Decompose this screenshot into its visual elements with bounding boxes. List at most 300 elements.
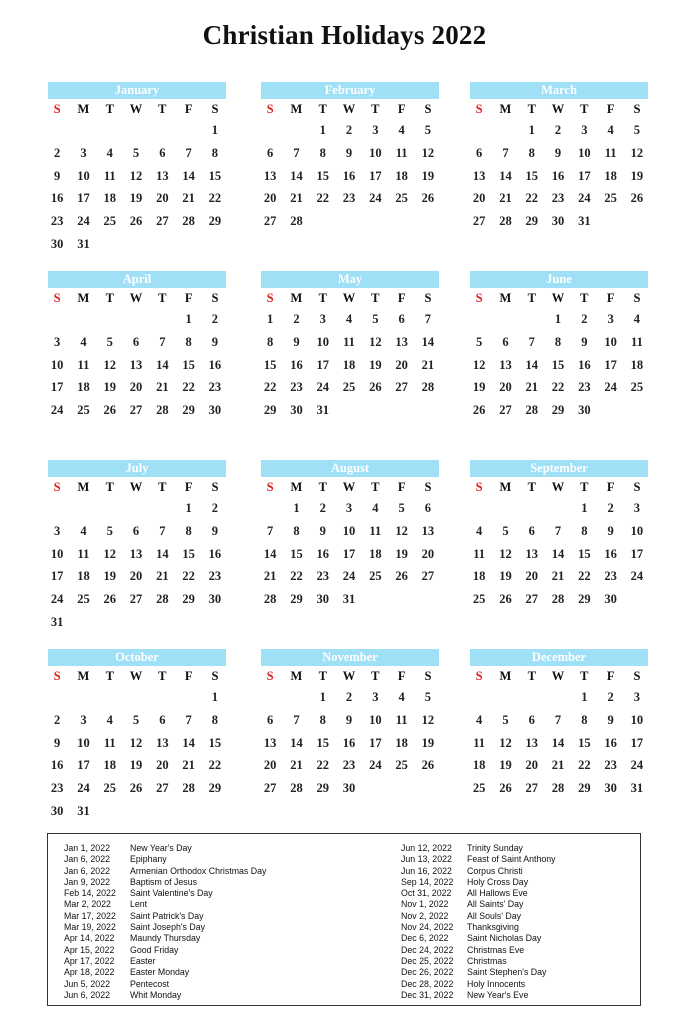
weekday-label: T <box>580 102 589 116</box>
weekday-label: W <box>342 102 356 116</box>
holiday-row <box>401 990 556 1001</box>
day-cell: 27 <box>263 781 277 796</box>
day-cell: 1 <box>185 312 192 326</box>
weekday-label: T <box>527 291 536 305</box>
empty-day-cell <box>257 119 283 142</box>
day-cell: 29 <box>316 781 329 796</box>
day-cell: 25 <box>103 781 116 796</box>
day-cell: 18 <box>369 546 382 561</box>
weekday-label: S <box>475 102 483 116</box>
day-cell: 9 <box>581 334 588 349</box>
holiday-row <box>401 911 556 922</box>
day-cell: 6 <box>159 712 166 727</box>
day-cell: 3 <box>54 334 61 349</box>
day-cell: 28 <box>499 214 512 229</box>
day-cell: 15 <box>182 357 195 372</box>
weekday-label: S <box>266 291 274 305</box>
holiday-date: Mar 2, 2022 <box>64 899 111 910</box>
day-cell: 29 <box>578 592 591 607</box>
day-cell: 14 <box>551 546 565 561</box>
day-cell: 20 <box>263 191 277 206</box>
day-cell: 25 <box>630 380 644 395</box>
month-header: May <box>261 271 439 288</box>
weekday-label: M <box>499 480 512 494</box>
empty-day-cell <box>519 686 545 709</box>
day-cell: 16 <box>208 357 222 372</box>
holiday-date: Feb 14, 2022 <box>64 888 116 899</box>
day-cell: 10 <box>630 712 644 727</box>
day-cell: 3 <box>80 145 87 160</box>
day-cell: 22 <box>182 380 195 395</box>
day-cell: 10 <box>369 712 382 727</box>
holiday-name: Epiphany <box>130 854 167 865</box>
day-cell: 27 <box>156 214 169 229</box>
holiday-name: Pentecost <box>130 978 170 989</box>
day-cell: 21 <box>421 357 435 372</box>
day-cell: 6 <box>476 145 483 160</box>
day-cell: 13 <box>263 735 277 750</box>
weekday-label: F <box>184 291 193 305</box>
month-december <box>470 649 648 800</box>
holiday-date: Apr 14, 2022 <box>64 933 115 944</box>
day-cell: 12 <box>472 357 486 372</box>
day-cell: 11 <box>395 712 408 727</box>
day-cell: 22 <box>578 758 591 773</box>
day-cell: 18 <box>77 380 90 395</box>
day-cell: 22 <box>208 191 222 206</box>
holiday-row <box>64 854 266 865</box>
day-cell: 8 <box>528 145 535 160</box>
empty-day-cell <box>175 119 201 142</box>
day-cell: 6 <box>159 145 166 160</box>
holiday-name: Saint Joseph's Day <box>130 922 206 933</box>
day-cell: 8 <box>319 145 326 160</box>
day-cell: 17 <box>604 357 617 372</box>
day-cell: 18 <box>472 569 486 584</box>
day-cell: 20 <box>129 380 143 395</box>
weekday-label: S <box>633 669 641 683</box>
day-cell: 16 <box>604 735 617 750</box>
holiday-name: All Hallows Eve <box>467 888 528 899</box>
day-cell: 13 <box>129 546 143 561</box>
day-cell: 28 <box>156 403 169 418</box>
day-cell: 30 <box>578 403 591 418</box>
weekday-label: S <box>53 291 61 305</box>
weekday-label: T <box>158 102 167 116</box>
day-cell: 22 <box>316 758 329 773</box>
day-cell: 26 <box>472 403 486 418</box>
holiday-row <box>64 877 266 888</box>
weekday-label: W <box>129 669 143 683</box>
month-october <box>48 649 226 823</box>
day-cell: 22 <box>182 569 195 584</box>
empty-day-cell <box>44 119 70 142</box>
month-day-grid <box>44 477 226 634</box>
day-cell: 17 <box>342 546 356 561</box>
weekday-label: T <box>158 480 167 494</box>
day-cell: 19 <box>421 168 435 183</box>
day-cell: 1 <box>267 312 274 326</box>
weekday-label: T <box>580 480 589 494</box>
holiday-row <box>64 843 266 854</box>
holiday-name: Feast of Saint Anthony <box>467 854 556 865</box>
day-cell: 18 <box>630 357 644 372</box>
day-cell: 18 <box>342 357 356 372</box>
empty-day-cell <box>545 686 571 709</box>
day-cell: 10 <box>77 168 90 183</box>
day-cell: 20 <box>395 357 408 372</box>
holiday-name: Baptism of Jesus <box>130 876 197 887</box>
day-cell: 4 <box>372 501 379 515</box>
day-cell: 23 <box>50 214 64 229</box>
holiday-list-left-column <box>64 843 266 1001</box>
holiday-date: Apr 17, 2022 <box>64 955 115 966</box>
day-cell: 24 <box>50 592 64 607</box>
day-cell: 28 <box>156 592 169 607</box>
day-cell: 11 <box>369 523 382 538</box>
day-cell: 27 <box>499 403 512 418</box>
day-cell: 19 <box>472 380 486 395</box>
day-cell: 10 <box>369 145 382 160</box>
day-cell: 28 <box>290 781 303 796</box>
day-cell: 18 <box>77 569 90 584</box>
weekday-label: W <box>551 102 565 116</box>
holiday-row <box>64 866 266 877</box>
day-cell: 3 <box>372 123 379 137</box>
day-cell: 9 <box>554 145 562 160</box>
day-cell: 26 <box>421 758 435 773</box>
weekday-label: M <box>290 102 303 116</box>
weekday-label: S <box>53 480 61 494</box>
day-cell: 15 <box>578 546 591 561</box>
day-cell: 25 <box>604 191 617 206</box>
month-day-grid <box>44 288 226 422</box>
day-cell: 8 <box>211 712 219 727</box>
weekday-label: T <box>371 480 380 494</box>
weekday-label: S <box>53 669 61 683</box>
holiday-row <box>401 877 556 888</box>
weekday-label: S <box>633 102 641 116</box>
day-cell: 25 <box>77 592 90 607</box>
day-cell: 3 <box>633 690 641 704</box>
day-cell: 9 <box>319 523 326 538</box>
day-cell: 2 <box>607 690 614 704</box>
day-cell: 13 <box>525 546 538 561</box>
day-cell: 2 <box>211 501 219 515</box>
holiday-name: New Year's Eve <box>467 989 529 1000</box>
day-cell: 24 <box>50 403 64 418</box>
day-cell: 25 <box>342 380 356 395</box>
day-cell: 13 <box>263 168 277 183</box>
day-cell: 1 <box>211 123 219 137</box>
day-cell: 11 <box>77 546 90 561</box>
day-cell: 24 <box>77 781 90 796</box>
day-cell: 8 <box>554 334 562 349</box>
day-cell: 21 <box>182 191 195 206</box>
holiday-row <box>64 933 266 944</box>
day-cell: 30 <box>50 803 64 818</box>
weekday-label: M <box>499 102 512 116</box>
holiday-date: Nov 24, 2022 <box>401 922 454 933</box>
day-cell: 5 <box>106 523 113 538</box>
day-cell: 4 <box>345 312 353 326</box>
month-july <box>48 460 226 634</box>
day-cell: 16 <box>578 357 591 372</box>
empty-day-cell <box>70 119 96 142</box>
day-cell: 22 <box>316 191 329 206</box>
day-cell: 18 <box>103 758 116 773</box>
day-cell: 11 <box>604 145 617 160</box>
day-cell: 23 <box>50 781 64 796</box>
day-cell: 16 <box>290 357 303 372</box>
day-cell: 8 <box>267 334 274 349</box>
empty-day-cell <box>466 308 492 331</box>
weekday-label: T <box>158 669 167 683</box>
day-cell: 30 <box>604 592 617 607</box>
day-cell: 1 <box>581 690 588 704</box>
day-cell: 26 <box>103 592 116 607</box>
day-cell: 4 <box>398 690 405 704</box>
day-cell: 5 <box>424 123 432 137</box>
day-cell: 14 <box>499 168 512 183</box>
page-title: Christian Holidays 2022 <box>202 20 487 50</box>
day-cell: 4 <box>476 712 483 727</box>
day-cell: 2 <box>54 712 61 727</box>
empty-day-cell <box>70 308 96 331</box>
holiday-row <box>64 922 266 933</box>
day-cell: 25 <box>369 569 382 584</box>
weekday-label: S <box>266 480 274 494</box>
day-cell: 10 <box>578 145 591 160</box>
empty-day-cell <box>149 497 175 520</box>
day-cell: 15 <box>208 168 222 183</box>
holiday-name: New Year's Day <box>130 843 192 853</box>
holiday-name: All Souls' Day <box>467 910 521 921</box>
month-header: December <box>470 649 648 666</box>
day-cell: 4 <box>476 523 483 538</box>
holiday-list-right-column <box>401 843 556 1001</box>
day-cell: 12 <box>103 546 116 561</box>
day-cell: 30 <box>208 403 222 418</box>
holiday-name: Thanksgiving <box>467 922 519 933</box>
weekday-label: S <box>633 480 641 494</box>
day-cell: 6 <box>398 312 405 326</box>
day-cell: 4 <box>398 123 405 137</box>
weekday-label: S <box>475 291 483 305</box>
day-cell: 21 <box>263 569 277 584</box>
day-cell: 21 <box>156 569 169 584</box>
day-cell: 23 <box>551 191 565 206</box>
day-cell: 24 <box>77 214 90 229</box>
holiday-date: Mar 19, 2022 <box>64 922 116 933</box>
day-cell: 7 <box>554 712 562 727</box>
day-cell: 28 <box>182 214 195 229</box>
day-cell: 14 <box>156 546 169 561</box>
day-cell: 16 <box>208 546 222 561</box>
weekday-label: F <box>397 291 406 305</box>
day-cell: 22 <box>208 758 222 773</box>
holiday-date: Nov 1, 2022 <box>401 899 449 910</box>
weekday-label: W <box>129 291 143 305</box>
day-cell: 15 <box>525 168 538 183</box>
day-cell: 28 <box>290 214 303 229</box>
day-cell: 25 <box>77 403 90 418</box>
day-cell: 13 <box>499 357 512 372</box>
weekday-label: W <box>551 291 565 305</box>
day-cell: 11 <box>103 735 116 750</box>
holiday-date: Sep 14, 2022 <box>401 876 454 887</box>
day-cell: 3 <box>633 501 641 515</box>
weekday-label: T <box>527 102 536 116</box>
weekday-label: M <box>290 669 303 683</box>
empty-day-cell <box>257 686 283 709</box>
day-cell: 11 <box>343 334 355 349</box>
day-cell: 10 <box>50 357 64 372</box>
day-cell: 20 <box>421 546 435 561</box>
day-cell: 8 <box>293 523 300 538</box>
day-cell: 19 <box>129 191 143 206</box>
day-cell: 11 <box>473 546 486 561</box>
day-cell: 10 <box>630 523 644 538</box>
day-cell: 2 <box>54 145 61 160</box>
day-cell: 10 <box>50 546 64 561</box>
day-cell: 25 <box>472 592 486 607</box>
day-cell: 4 <box>106 712 113 727</box>
weekday-label: S <box>475 669 483 683</box>
day-cell: 6 <box>132 523 140 538</box>
day-cell: 25 <box>395 191 408 206</box>
weekday-label: S <box>211 102 219 116</box>
empty-day-cell <box>466 119 492 142</box>
day-cell: 12 <box>630 145 644 160</box>
day-cell: 22 <box>551 380 565 395</box>
day-cell: 26 <box>103 403 116 418</box>
holiday-date: Dec 28, 2022 <box>401 978 454 989</box>
day-cell: 21 <box>551 758 565 773</box>
empty-day-cell <box>44 686 70 709</box>
day-cell: 3 <box>80 712 87 727</box>
weekday-label: T <box>371 291 380 305</box>
month-header: August <box>261 460 439 477</box>
day-cell: 5 <box>502 523 509 538</box>
holiday-row <box>401 888 556 899</box>
empty-day-cell <box>97 686 123 709</box>
day-cell: 6 <box>132 334 140 349</box>
day-cell: 14 <box>551 735 565 750</box>
day-cell: 31 <box>50 614 64 629</box>
empty-day-cell <box>70 497 96 520</box>
empty-day-cell <box>466 686 492 709</box>
month-february <box>261 82 439 233</box>
weekday-label: S <box>424 291 432 305</box>
month-header: October <box>48 649 226 666</box>
holiday-date: Dec 26, 2022 <box>401 967 454 978</box>
empty-day-cell <box>123 497 149 520</box>
day-cell: 12 <box>499 546 512 561</box>
holiday-row <box>401 922 556 933</box>
day-cell: 16 <box>551 168 565 183</box>
day-cell: 11 <box>631 334 643 349</box>
weekday-label: F <box>606 669 615 683</box>
holiday-name: Holy Innocents <box>467 978 526 989</box>
day-cell: 11 <box>103 168 116 183</box>
empty-day-cell <box>149 119 175 142</box>
holiday-date: Dec 24, 2022 <box>401 944 454 955</box>
day-cell: 1 <box>319 690 326 704</box>
day-cell: 12 <box>369 334 382 349</box>
day-cell: 24 <box>630 569 644 584</box>
day-cell: 10 <box>342 523 356 538</box>
day-cell: 30 <box>342 781 356 796</box>
empty-day-cell <box>70 686 96 709</box>
day-cell: 26 <box>129 781 143 796</box>
day-cell: 26 <box>395 569 408 584</box>
holiday-list <box>47 833 641 1006</box>
day-cell: 2 <box>293 312 300 326</box>
month-header: April <box>48 271 226 288</box>
day-cell: 16 <box>50 758 64 773</box>
day-cell: 26 <box>499 781 512 796</box>
day-cell: 20 <box>472 191 486 206</box>
day-cell: 21 <box>290 758 303 773</box>
empty-day-cell <box>519 497 545 520</box>
day-cell: 6 <box>267 145 274 160</box>
day-cell: 26 <box>499 592 512 607</box>
weekday-label: F <box>606 480 615 494</box>
day-cell: 23 <box>316 569 329 584</box>
day-cell: 25 <box>472 781 486 796</box>
day-cell: 7 <box>293 145 300 160</box>
holiday-date: Dec 25, 2022 <box>401 955 454 966</box>
day-cell: 23 <box>208 380 222 395</box>
holiday-row <box>64 888 266 899</box>
month-header: November <box>261 649 439 666</box>
day-cell: 14 <box>182 168 195 183</box>
empty-day-cell <box>123 686 149 709</box>
holiday-name: Saint Patrick's Day <box>130 910 204 921</box>
day-cell: 30 <box>290 403 303 418</box>
empty-day-cell <box>149 308 175 331</box>
day-cell: 15 <box>578 735 591 750</box>
day-cell: 29 <box>525 214 538 229</box>
day-cell: 2 <box>345 690 353 704</box>
day-cell: 21 <box>499 191 512 206</box>
day-cell: 27 <box>421 569 435 584</box>
holiday-row <box>401 933 556 944</box>
empty-day-cell <box>492 686 518 709</box>
day-cell: 17 <box>316 357 329 372</box>
weekday-label: T <box>527 669 536 683</box>
day-cell: 24 <box>630 758 644 773</box>
day-cell: 1 <box>211 690 219 704</box>
day-cell: 18 <box>395 735 408 750</box>
day-cell: 8 <box>581 523 588 538</box>
weekday-label: T <box>318 102 327 116</box>
day-cell: 17 <box>369 735 382 750</box>
weekday-label: S <box>211 291 219 305</box>
day-cell: 20 <box>156 191 169 206</box>
day-cell: 27 <box>156 781 169 796</box>
holiday-row <box>401 866 556 877</box>
empty-day-cell <box>545 497 571 520</box>
holiday-row <box>401 967 556 978</box>
day-cell: 24 <box>342 569 356 584</box>
day-cell: 9 <box>607 712 614 727</box>
holiday-date: Jun 5, 2022 <box>64 978 110 989</box>
day-cell: 24 <box>369 191 382 206</box>
holiday-name: Saint Nicholas Day <box>467 933 542 944</box>
holiday-date: Jun 6, 2022 <box>64 989 110 1000</box>
